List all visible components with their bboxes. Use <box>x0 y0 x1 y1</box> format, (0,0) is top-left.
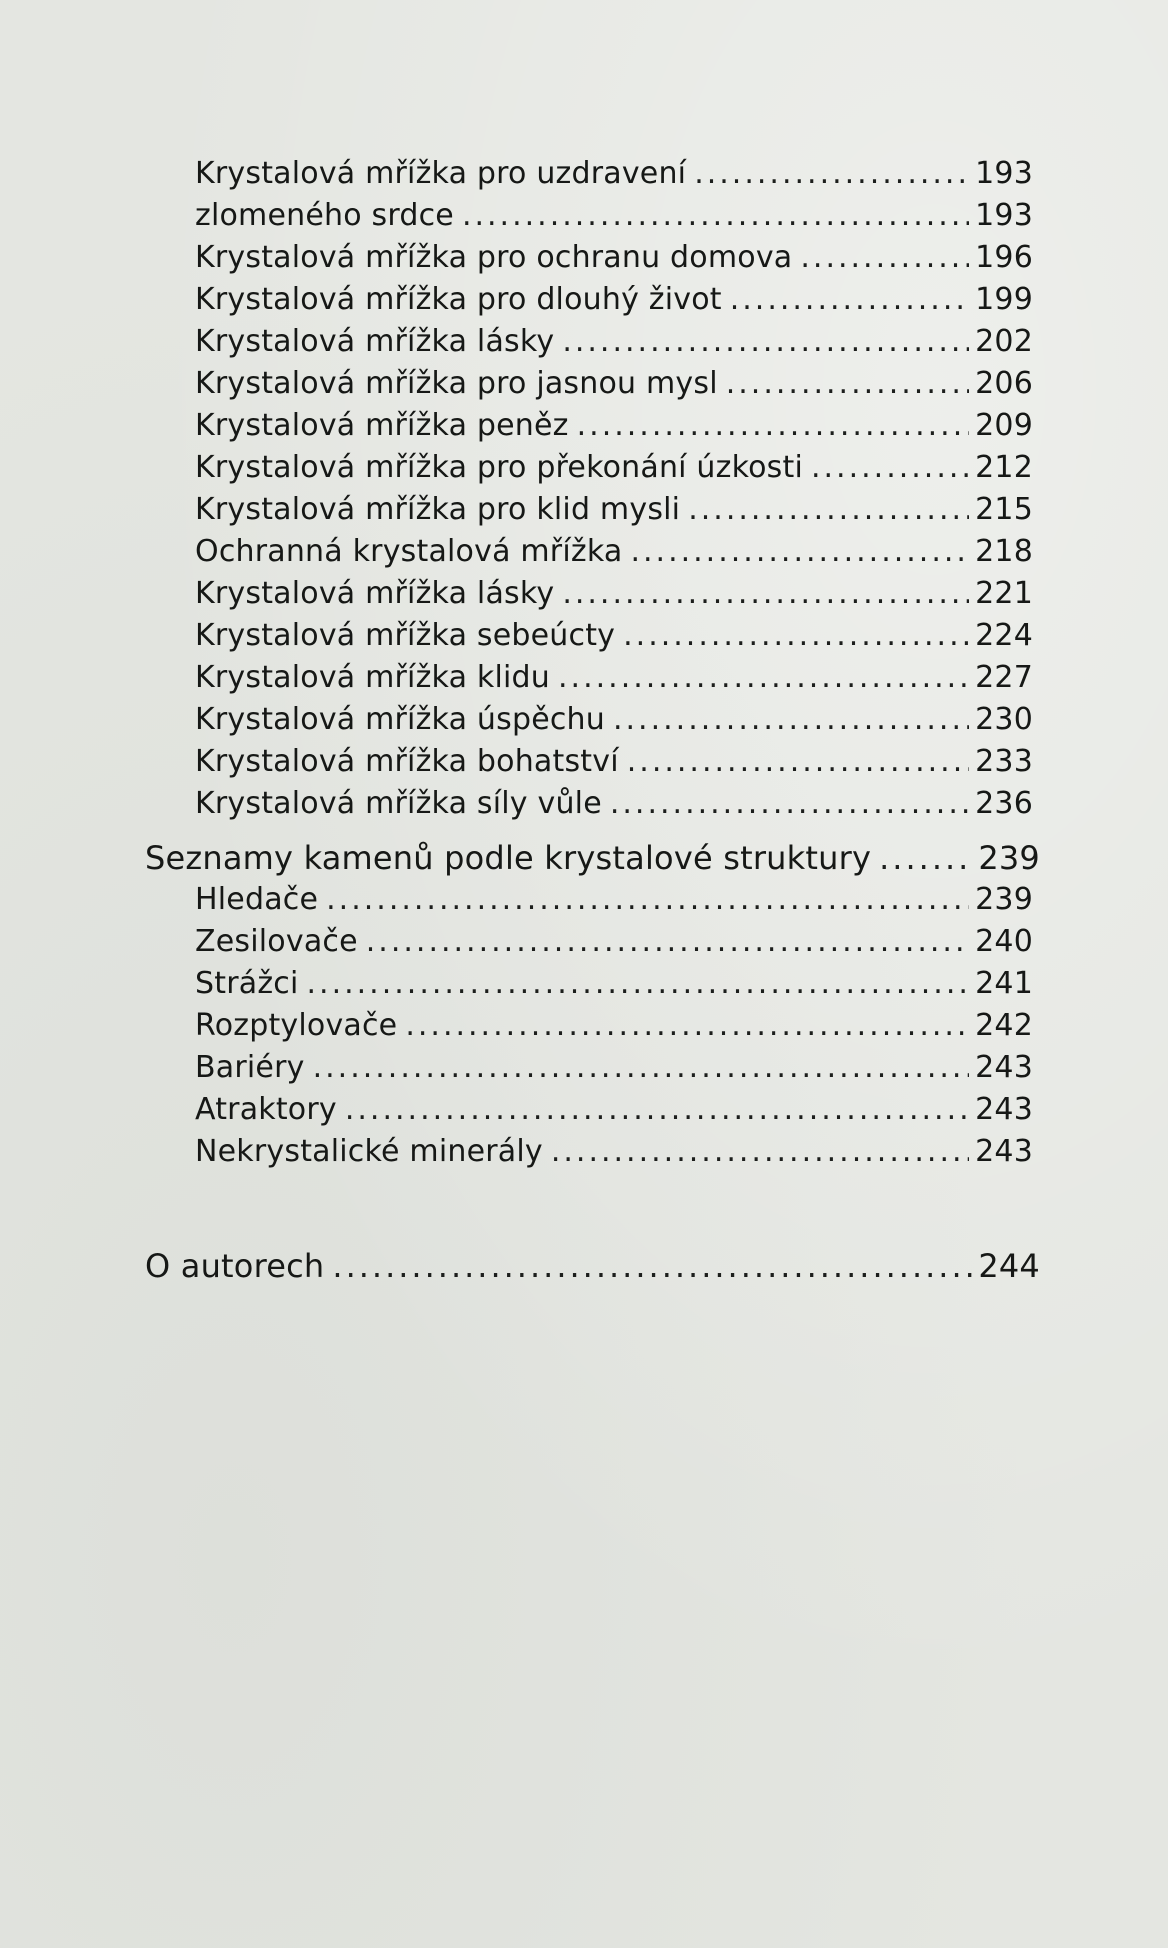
toc-entry-title: Krystalová mřížka pro překonání úzkosti <box>195 450 803 485</box>
toc-entry-page: 239 <box>978 839 1040 877</box>
toc-entry-title: Nekrystalické minerály <box>195 1134 543 1169</box>
toc-entry <box>195 744 1033 780</box>
toc-entry <box>195 366 1033 402</box>
dot-leader <box>630 534 969 570</box>
toc-entry-title: Krystalová mřížka lásky <box>195 324 555 359</box>
toc-entry <box>195 1134 1033 1170</box>
toc-entry-page: 193 <box>975 198 1033 233</box>
dot-leader <box>627 744 969 780</box>
toc-section-heading <box>145 840 1040 876</box>
toc-entry-page: 244 <box>978 1247 1040 1285</box>
toc-entry-page: 243 <box>975 1092 1033 1127</box>
toc-entry-title: Krystalová mřížka klidu <box>195 660 551 695</box>
toc-entry-page: 218 <box>975 534 1033 569</box>
toc-entry <box>195 1008 1033 1044</box>
toc-entry-page: 230 <box>975 702 1033 737</box>
toc-entry <box>195 534 1033 570</box>
toc-entry-title: Strážci <box>195 966 299 1001</box>
dot-leader <box>688 492 969 528</box>
toc-section-heading <box>145 1248 1040 1284</box>
dot-leader <box>730 282 969 318</box>
toc-entry-page: 241 <box>975 966 1033 1001</box>
toc-entry-title: Krystalová mřížka pro dlouhý život <box>195 282 722 317</box>
toc-entry <box>195 966 1033 1002</box>
toc-entry-title: Krystalová mřížka pro klid mysli <box>195 492 681 527</box>
toc-entry <box>195 282 1033 318</box>
dot-leader <box>694 156 969 192</box>
toc-entry-title: Krystalová mřížka síly vůle <box>195 786 602 821</box>
dot-leader <box>811 450 969 486</box>
dot-leader <box>326 882 969 918</box>
toc-entry-title: Krystalová mřížka bohatství <box>195 744 619 779</box>
dot-leader <box>332 1248 972 1284</box>
dot-leader <box>879 840 972 876</box>
toc-entry <box>195 324 1033 360</box>
toc-entry-page: 199 <box>975 282 1033 317</box>
toc-entry <box>195 198 1033 234</box>
toc-entry-page: 239 <box>975 882 1033 917</box>
dot-leader <box>613 702 969 738</box>
toc-entry-page: 242 <box>975 1008 1033 1043</box>
toc-entry-page: 243 <box>975 1050 1033 1085</box>
dot-leader <box>462 198 969 234</box>
toc-entry <box>195 660 1033 696</box>
toc-entry <box>195 786 1033 822</box>
toc-entry-page: 236 <box>975 786 1033 821</box>
toc-entry <box>195 450 1033 486</box>
toc-entry-title: Krystalová mřížka pro ochranu domova <box>195 240 793 275</box>
toc-entry-page: 209 <box>975 408 1033 443</box>
dot-leader <box>610 786 969 822</box>
toc-entry-page: 196 <box>975 240 1033 275</box>
dot-leader <box>562 324 969 360</box>
dot-leader <box>551 1134 969 1170</box>
dot-leader <box>405 1008 969 1044</box>
toc-entry <box>195 492 1033 528</box>
toc-entry-title: Krystalová mřížka pro jasnou mysl <box>195 366 718 401</box>
toc-entry-title: Ochranná krystalová mřížka <box>195 534 623 569</box>
dot-leader <box>623 618 969 654</box>
toc-entry <box>195 1092 1033 1128</box>
toc-entry-page: 224 <box>975 618 1033 653</box>
toc-entry <box>195 240 1033 276</box>
toc-entry-page: 233 <box>975 744 1033 779</box>
toc-entry <box>195 882 1033 918</box>
toc-entry-page: 215 <box>975 492 1033 527</box>
toc-entry-title: O autorech <box>145 1247 325 1285</box>
toc-entry-title: Krystalová mřížka úspěchu <box>195 702 605 737</box>
toc-entry <box>195 1050 1033 1086</box>
dot-leader <box>726 366 969 402</box>
dot-leader <box>577 408 969 444</box>
toc-entry-page: 206 <box>975 366 1033 401</box>
toc-entry-title: Rozptylovače <box>195 1008 398 1043</box>
toc-entry-title: Bariéry <box>195 1050 305 1085</box>
dot-leader <box>345 1092 969 1128</box>
toc-entry-title: Hledače <box>195 882 319 917</box>
toc-entry <box>195 576 1033 612</box>
toc-entry <box>195 408 1033 444</box>
dot-leader <box>562 576 969 612</box>
toc-entry-title: Atraktory <box>195 1092 337 1127</box>
toc-entry-page: 240 <box>975 924 1033 959</box>
toc-entry-title: Krystalová mřížka lásky <box>195 576 555 611</box>
dot-leader <box>366 924 969 960</box>
toc-entry-title: Krystalová mřížka pro uzdravení <box>195 156 687 191</box>
toc-entry <box>195 924 1033 960</box>
toc-entry-title: zlomeného srdce <box>195 198 454 233</box>
dot-leader <box>558 660 969 696</box>
dot-leader <box>800 240 969 276</box>
toc-entry-title: Krystalová mřížka sebeúcty <box>195 618 616 653</box>
toc-entry-page: 243 <box>975 1134 1033 1169</box>
toc-entry-title: Zesilovače <box>195 924 358 959</box>
toc-entry <box>195 702 1033 738</box>
toc-entry-page: 193 <box>975 156 1033 191</box>
toc-entry-page: 202 <box>975 324 1033 359</box>
toc-entry-page: 227 <box>975 660 1033 695</box>
toc-entry-page: 221 <box>975 576 1033 611</box>
toc-entry <box>195 618 1033 654</box>
dot-leader <box>307 966 970 1002</box>
toc-entry-title: Krystalová mřížka peněz <box>195 408 569 443</box>
dot-leader <box>313 1050 969 1086</box>
toc-entry <box>195 156 1033 192</box>
toc-entry-title: Seznamy kamenů podle krystalové struktury <box>145 839 872 877</box>
toc-entry-page: 212 <box>975 450 1033 485</box>
